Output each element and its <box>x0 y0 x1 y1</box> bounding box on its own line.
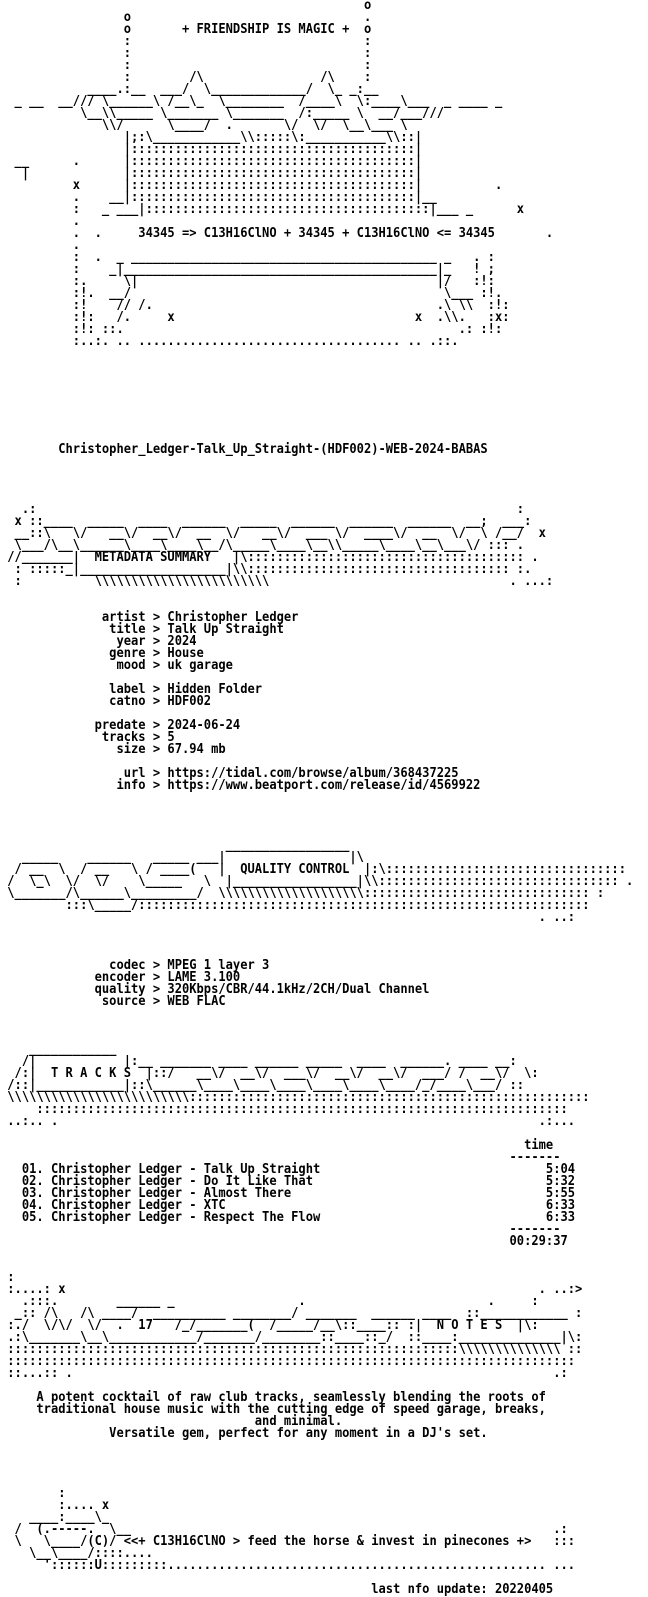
nfo-line: ..:.. . .:... <box>0 1114 576 1129</box>
nfo-line: _:: /\ /\ ____/ __________ ________/ _______ ______ ____ ::____________ : <box>0 1306 583 1321</box>
nfo-line: tracks > 5 <box>0 730 175 745</box>
nfo-line: \\\\\\\\\\\\\\\\\\\\\\\\\::::::::::::::::::::::::::::::::::::::::::::::::::::::: <box>0 1090 590 1105</box>
nfo-line: _________________ <box>0 838 350 853</box>
nfo-line: time <box>0 1138 554 1153</box>
nfo-line: ____:____\_ <box>0 1510 110 1525</box>
nfo-line: 05. Christopher Ledger - Respect The Flow 6:33 <box>0 1210 576 1225</box>
nfo-line: 00:29:37 <box>0 1234 568 1249</box>
nfo-line: catno > HDF002 <box>0 694 212 709</box>
nfo-line: .:::. ______ _ . . : <box>0 1294 539 1309</box>
nfo-line: o . <box>0 10 372 25</box>
nfo-line: :!: ::. .: :!: <box>0 322 503 337</box>
nfo-line: :! // /. .\ \\ :!: <box>0 298 510 313</box>
nfo-line: | |:::::::::::::::::::::::::::::::::::::::| <box>0 166 423 181</box>
nfo-line: Versatile gem, perfect for any moment in a DJ's set. <box>0 1426 488 1441</box>
nfo-line: : _ ___|:::::::::::::::::::::::::::::::::::::::|___ _ x <box>0 202 525 217</box>
nfo-line: /| |:__ _______ ____ ______ _____ ____ ______. ____ __: <box>0 1054 517 1069</box>
nfo-line: A potent cocktail of raw club tracks, seamlessly blending the roots of <box>0 1390 546 1405</box>
nfo-line: : <box>0 1486 66 1501</box>
nfo-line: . ..: <box>0 910 576 925</box>
nfo-line: :::::::::::::::::::::::::::::::::::::::::::::::::::::::::::::::::::::::::::::: <box>0 1354 576 1369</box>
nfo-line: \__\\_____ \_______ \_______ /:_____ \ __/___/// <box>0 106 445 121</box>
nfo-line: 03. Christopher Ledger - Almost There 5:55 <box>0 1186 576 1201</box>
nfo-line: : :::::_|____________________|\\:::::::::::::::::::::::::::::::::::: :. <box>0 562 532 577</box>
nfo-line: :. \| |/ :!: <box>0 274 495 289</box>
nfo-line: ::...:: . .: <box>0 1366 568 1381</box>
nfo-line: . <box>0 214 81 229</box>
nfo-line: :!: /. x x .\\. :x: <box>0 310 510 325</box>
nfo-line: / (.-----. \__ .: <box>0 1522 568 1537</box>
nfo-line: x ::____ _____ ____ ______ _____ ______ ______ ______ __; ___: <box>0 514 532 529</box>
nfo-line: //_______| METADATA SUMMARY |\:::::::::::::::::::::::::::::::::::::: . <box>0 550 539 565</box>
nfo-line: year > 2024 <box>0 634 197 649</box>
nfo-line: and minimal. <box>0 1414 343 1429</box>
nfo-line: genre > House <box>0 646 204 661</box>
nfo-line: :./ \/\/ \/ . 17 /_/_______( /_____/__\::____:: :| N O T E S |\: <box>0 1318 539 1333</box>
nfo-line: \_______/\______\_________/ \\\\\\\\\\\\\\\\\\\\::::::::::::::::::::::::::::::: : <box>0 886 605 901</box>
nfo-line: source > WEB FLAC <box>0 994 226 1009</box>
nfo-line: .:\_______\__\____________/_______/________::____::_/ ::____:______________|\: <box>0 1330 583 1345</box>
nfo-line: artist > Christopher Ledger <box>0 610 299 625</box>
nfo-line: codec > MPEG 1 layer 3 <box>0 958 270 973</box>
nfo-line: mood > uk garage <box>0 658 233 673</box>
nfo-line: o + FRIENDSHIP IS MAGIC + o <box>0 22 372 37</box>
nfo-line: . __|:::::::::::::::::::::::::::::::::::::::|__ <box>0 190 437 205</box>
nfo-line: Christopher_Ledger-Talk_Up_Straight-(HDF002)-WEB-2024-BABAS <box>0 442 488 457</box>
nfo-line: 02. Christopher Ledger - Do It Like That 5:32 <box>0 1174 576 1189</box>
nfo-line: size > 67.94 mb <box>0 742 226 757</box>
nfo-line: :::\_____/:::::::::::::::::::::::::::::::::::::::::::::::::::::::::::::: <box>0 898 590 913</box>
nfo-line: url > https://tidal.com/browse/album/368437225 <box>0 766 459 781</box>
nfo-line: predate > 2024-06-24 <box>0 718 241 733</box>
nfo-line: ::::::::::::::::::::::::::::::::::::::::::::::::::::::::::::::\\\\\\\\\\\\\\ :: <box>0 1342 583 1357</box>
nfo-line: traditional house music with the cutting edge of speed garage, breaks, <box>0 1402 546 1417</box>
nfo-line: _____ ______ _____ ___| |\ <box>0 850 364 865</box>
nfo-line: : . _ __________________________________________ _ . : <box>0 250 495 265</box>
nfo-line: __ . |:::::::::::::::::::::::::::::::::::::::| <box>0 154 423 169</box>
nfo-line: : : <box>0 58 372 73</box>
nfo-line: /::|____________|::\______\____\____\____\____\____\____/_/____\___/ :: <box>0 1078 525 1093</box>
nfo-line: |:::::::::::::::::::::::::::::::::::::::| <box>0 142 423 157</box>
nfo-line: \\/ \____/ . \/ \/ \__\___ \ <box>0 118 408 133</box>
nfo-line: : _|___________________________________________|_ ! ; <box>0 262 495 277</box>
nfo-line: |;:\____________\\:::::\:___________\\::| <box>0 130 423 145</box>
nfo-line: ------- <box>0 1222 561 1237</box>
nfo-line: 01. Christopher Ledger - Talk Up Straight 5:04 <box>0 1162 576 1177</box>
nfo-line: o <box>0 0 372 13</box>
nfo-line: \__\____/::::.... <box>0 1546 153 1561</box>
nfo-line: \___/\__\______\____\____\__/\_____\____\__\\_____\____\__\___\/ ::: . <box>0 538 525 553</box>
nfo-line: _ __ __/// \______\ /__\_ \________ /____\ \:____\___ _ ____ _ <box>0 94 503 109</box>
nfo-line: quality > 320Kbps/CBR/44.1kHz/2CH/Dual Channel <box>0 982 430 997</box>
nfo-line: :....: x . ..:> <box>0 1282 583 1297</box>
nfo-line: :..:. .. .................................... .. .::. <box>0 334 459 349</box>
nfo-line: : \\\\\\\\\\\\\\\\\\\\\\\\ . ...: <box>0 574 554 589</box>
nfo-line: encoder > LAME 3.100 <box>0 970 241 985</box>
nfo-line: . <box>0 238 81 253</box>
nfo-line: info > https://www.beatport.com/release/id/4569922 <box>0 778 481 793</box>
nfo-line: :!. __/ \___ :!. <box>0 286 503 301</box>
nfo-line: /:| T R A C K S |::/ __\/ __\/ ___\/ __\/ __\/ ___/ / __\/ \: <box>0 1066 539 1081</box>
nfo-line: ------- <box>0 1150 561 1165</box>
nfo-line: ____________ <box>0 1042 117 1057</box>
nfo-line: ____.:__ ___/ \_____________/ \_ _:__ <box>0 82 379 97</box>
nfo-line: : : <box>0 46 372 61</box>
nfo-line: x |:::::::::::::::::::::::::::::::::::::::| . <box>0 178 503 193</box>
nfo-line: last nfo update: 20220405 <box>0 1582 554 1597</box>
nfo-line: :.... x <box>0 1498 110 1513</box>
nfo-line: \ \____/(C)/ <<+ C13H16ClNO > feed the horse & invest in pinecones +> ::: <box>0 1534 576 1549</box>
nfo-line: ::::::::::::::::::::::::::::::::::::::::::::::::::::::::::::::::::::::::: <box>0 1102 568 1117</box>
nfo-line: / \_\ \/ \/ \_____ \ |_________________|\\::::::::::::::::::::::::::::::::: . <box>0 874 634 889</box>
nfo-line: : /\ /\ : <box>0 70 372 85</box>
nfo-line: . . 34345 => C13H16ClNO + 34345 + C13H16ClNO <= 34345 . <box>0 226 554 241</box>
nfo-line: : : <box>0 34 372 49</box>
nfo-line: __::\ \/ __\/ __\/ __ \/ __\/ ___ \/ ____\/ __ \/ \ /__/ x <box>0 526 546 541</box>
nfo-line: / __ \ / __ \ / ____( | QUALITY CONTROL |:\::::::::::::::::::::::::::::::::: <box>0 862 626 877</box>
nfo-line: 04. Christopher Ledger - XTC 6:33 <box>0 1198 576 1213</box>
nfo-line: label > Hidden Folder <box>0 682 263 697</box>
nfo-line: : <box>0 1270 15 1285</box>
nfo-line: .: : <box>0 502 525 517</box>
nfo-line: '::::::U:::::::::.................................................... ... <box>0 1558 576 1573</box>
nfo-line: title > Talk Up Straight <box>0 622 284 637</box>
